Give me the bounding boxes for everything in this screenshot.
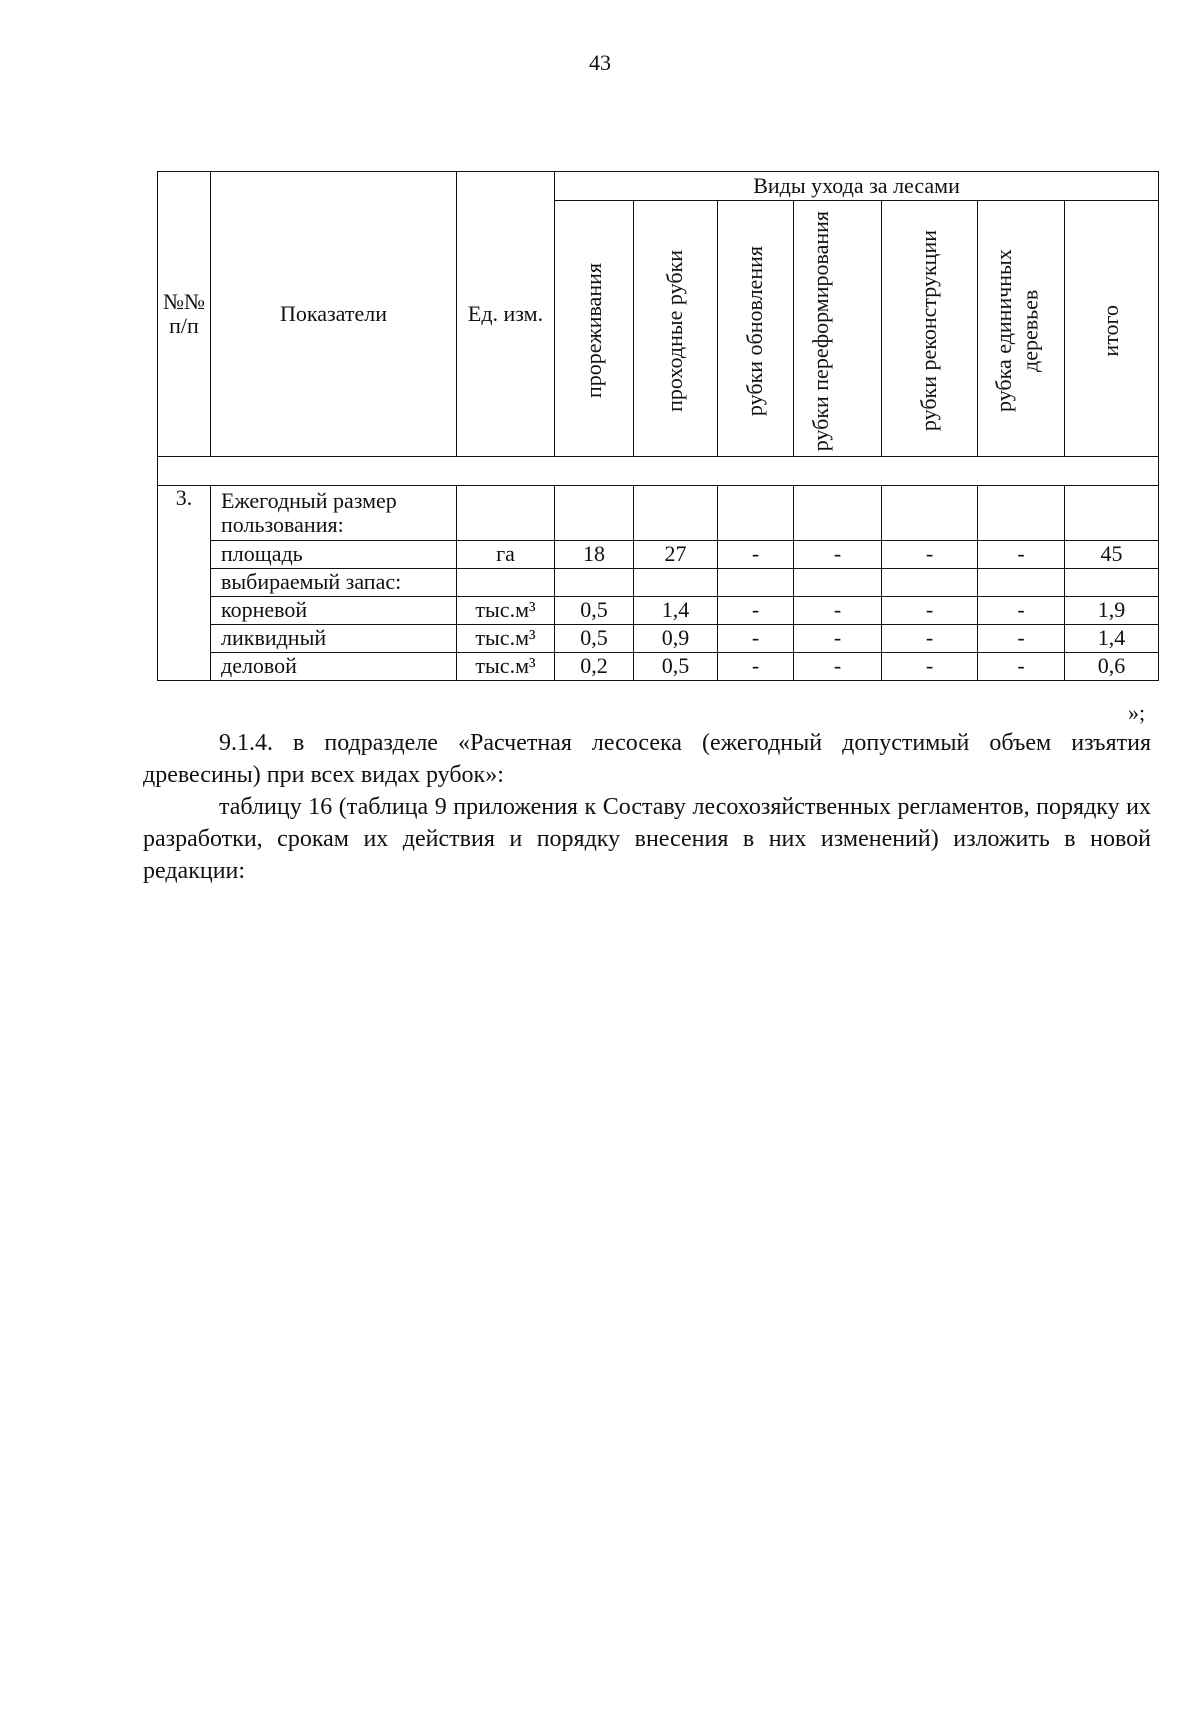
section-number: 3. (158, 486, 211, 681)
empty-cell (978, 486, 1065, 541)
empty-cell (794, 486, 882, 541)
care-type-header: проходные рубки (634, 201, 718, 457)
row-unit: тыс.м³ (457, 653, 555, 681)
cell-value: - (978, 653, 1065, 681)
cell-value (978, 569, 1065, 597)
care-type-header: рубки переформирования (794, 201, 882, 457)
cell-value: - (882, 597, 978, 625)
cell-value: - (794, 541, 882, 569)
empty-cell (1065, 486, 1159, 541)
row-unit: тыс.м³ (457, 625, 555, 653)
empty-cell (634, 486, 718, 541)
cell-value: - (978, 597, 1065, 625)
cell-value: 45 (1065, 541, 1159, 569)
forest-care-table (157, 171, 1159, 681)
care-type-header: рубка единичных деревьев (978, 201, 1065, 457)
row-label: корневой (211, 597, 457, 625)
cell-value (634, 569, 718, 597)
indicators-header: Показатели (211, 172, 457, 457)
row-unit: га (457, 541, 555, 569)
empty-cell (718, 486, 794, 541)
row-label: ликвидный (211, 625, 457, 653)
cell-value: - (882, 625, 978, 653)
cell-value: 27 (634, 541, 718, 569)
cell-value: - (882, 653, 978, 681)
row-label: деловой (211, 653, 457, 681)
cell-value (1065, 569, 1159, 597)
row-unit: тыс.м³ (457, 597, 555, 625)
care-types-group-header: Виды ухода за лесами (555, 172, 1159, 201)
page-number: 43 (589, 50, 611, 75)
table-row (158, 541, 1159, 569)
closing-quote: »; (1128, 700, 1146, 725)
spacer-cell (158, 457, 1159, 486)
row-unit (457, 569, 555, 597)
paragraph-table-instruction: таблицу 16 (таблица 9 приложения к Составу лесохозяйственных регламентов, порядку их разработки, срокам их действия и порядку внесения в них изменений) изложить в новой редакции: (143, 794, 1151, 884)
cell-value: - (794, 625, 882, 653)
cell-value: - (882, 541, 978, 569)
care-type-header: прореживания (555, 201, 634, 457)
section-title: Ежегодный размер пользования: (211, 486, 457, 541)
paragraph-subsection: 9.1.4. в подразделе «Расчетная лесосека (ежегодный допустимый объем изъятия древесины) при всех видах рубок»: (143, 730, 1151, 788)
cell-value: 1,4 (1065, 625, 1159, 653)
cell-value: - (718, 625, 794, 653)
cell-value: 1,4 (634, 597, 718, 625)
cell-value: 0,6 (1065, 653, 1159, 681)
row-label: выбираемый запас: (211, 569, 457, 597)
cell-value (882, 569, 978, 597)
cell-value: - (718, 597, 794, 625)
empty-cell (457, 486, 555, 541)
cell-value (718, 569, 794, 597)
cell-value: - (978, 541, 1065, 569)
care-type-header: рубки обновления (718, 201, 794, 457)
table-row (158, 597, 1159, 625)
spacer-row (158, 457, 1159, 486)
cell-value (555, 569, 634, 597)
empty-cell (555, 486, 634, 541)
cell-value: 0,2 (555, 653, 634, 681)
cell-value (794, 569, 882, 597)
cell-value: 1,9 (1065, 597, 1159, 625)
unit-header: Ед. изм. (457, 172, 555, 457)
section-row (158, 486, 1159, 541)
care-type-header: итого (1065, 201, 1159, 457)
cell-value: - (794, 597, 882, 625)
cell-value: 0,5 (555, 625, 634, 653)
cell-value: 0,9 (634, 625, 718, 653)
cell-value: 0,5 (555, 597, 634, 625)
table-row (158, 569, 1159, 597)
row-label: площадь (211, 541, 457, 569)
cell-value: - (718, 541, 794, 569)
cell-value: - (718, 653, 794, 681)
empty-cell (882, 486, 978, 541)
num-header: №№ п/п (158, 172, 211, 457)
care-type-header: рубки реконструкции (882, 201, 978, 457)
table-row (158, 653, 1159, 681)
cell-value: 18 (555, 541, 634, 569)
cell-value: - (794, 653, 882, 681)
cell-value: - (978, 625, 1065, 653)
header-row-1 (158, 172, 1159, 201)
table-row (158, 625, 1159, 653)
cell-value: 0,5 (634, 653, 718, 681)
